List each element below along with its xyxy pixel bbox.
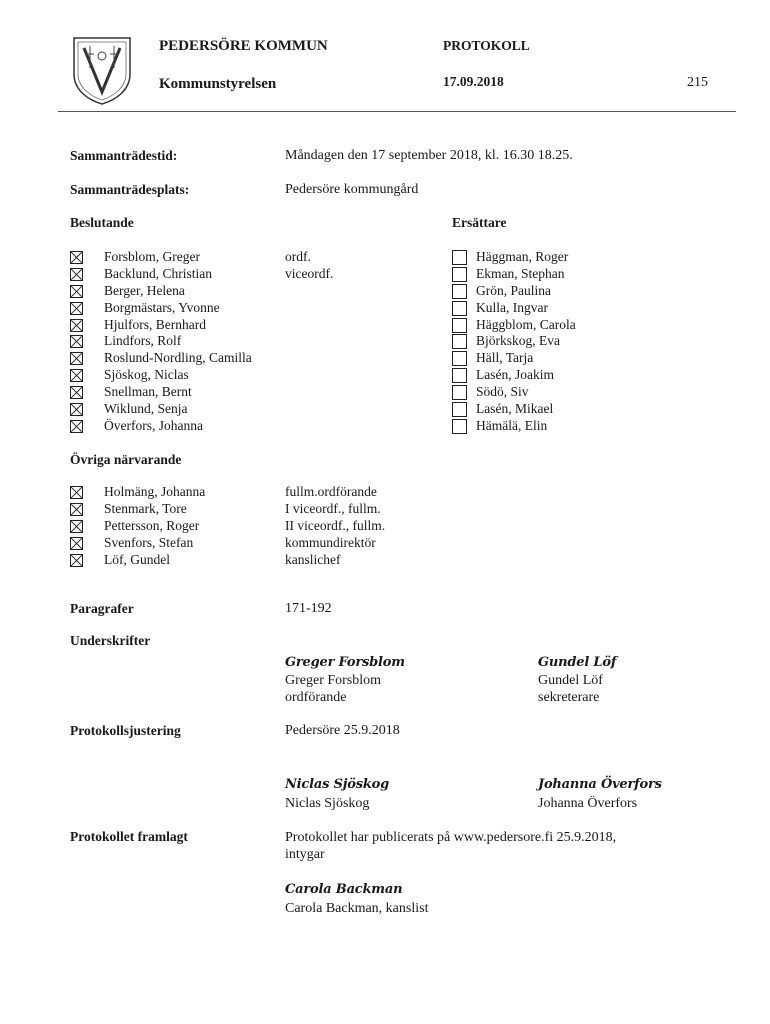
header-divider <box>58 111 736 112</box>
member-name: Lasén, Mikael <box>476 401 554 417</box>
framlagt-text-line2: intygar <box>285 847 325 862</box>
checkbox-checked <box>70 403 83 416</box>
meeting-time-value: Måndagen den 17 september 2018, kl. 16.30 18.25. <box>285 148 573 163</box>
checkbox-checked <box>70 520 83 533</box>
list-item <box>452 384 576 401</box>
member-name: Holmäng, Johanna <box>104 484 206 499</box>
checkbox-checked <box>70 503 83 516</box>
ersattare-list <box>452 249 576 435</box>
list-item <box>452 401 576 418</box>
member-name: Björkskog, Eva <box>476 333 560 349</box>
secretary-name: Gundel Löf <box>538 673 603 688</box>
list-item <box>452 317 576 334</box>
list-item <box>70 418 252 435</box>
list-item <box>452 249 576 266</box>
list-item <box>70 501 205 518</box>
list-item <box>70 350 252 367</box>
ovriga-list <box>70 484 205 568</box>
document-type: PROTOKOLL <box>443 38 530 53</box>
checkbox-empty <box>452 385 467 400</box>
clerk-name: Carola Backman, kanslist <box>285 901 429 916</box>
list-item <box>452 418 576 435</box>
checkbox-empty <box>452 402 467 417</box>
list-item <box>452 350 576 367</box>
list-item <box>452 333 576 350</box>
member-role: II viceordf., fullm. <box>285 517 386 533</box>
list-item <box>70 249 252 266</box>
member-name: Borgmästars, Yvonne <box>104 299 220 315</box>
checkbox-empty <box>452 318 467 333</box>
member-name: Snellman, Bernt <box>104 384 192 400</box>
adjuster1-signature: Niclas Sjöskog <box>285 777 389 792</box>
beslutande-heading: Beslutande <box>70 215 134 230</box>
member-name: Wiklund, Senja <box>104 401 188 417</box>
member-name: Häggman, Roger <box>476 249 569 264</box>
checkbox-empty <box>452 250 467 265</box>
meeting-place-label: Sammanträdesplats: <box>70 182 190 197</box>
checkbox-checked <box>70 335 83 348</box>
checkbox-empty <box>452 368 467 383</box>
list-item <box>70 317 252 334</box>
checkbox-checked <box>70 268 83 281</box>
member-name: Hjulfors, Bernhard <box>104 316 206 332</box>
framlagt-label: Protokollet framlagt <box>70 829 188 844</box>
member-role: kanslichef <box>285 551 341 567</box>
member-role: ordf. <box>285 249 311 264</box>
member-name: Pettersson, Roger <box>104 517 200 533</box>
member-name: Hämälä, Elin <box>476 417 548 433</box>
member-name: Lindfors, Rolf <box>104 333 182 349</box>
member-name: Forsblom, Greger <box>104 249 200 264</box>
member-name: Södö, Siv <box>476 384 529 400</box>
member-name: Överfors, Johanna <box>104 417 203 433</box>
member-name: Grön, Paulina <box>476 282 551 298</box>
checkbox-checked <box>70 486 83 499</box>
ovriga-heading: Övriga närvarande <box>70 452 182 467</box>
member-role: I viceordf., fullm. <box>285 500 381 516</box>
clerk-signature: Carola Backman <box>285 882 403 897</box>
chair-name: Greger Forsblom <box>285 673 382 688</box>
organization-name: PEDERSÖRE KOMMUN <box>159 38 328 54</box>
checkbox-checked <box>70 386 83 399</box>
body-name: Kommunstyrelsen <box>159 76 277 92</box>
municipal-crest-logo <box>70 34 134 106</box>
member-name: Kulla, Ingvar <box>476 299 548 315</box>
checkbox-checked <box>70 369 83 382</box>
list-item <box>70 367 252 384</box>
member-name: Berger, Helena <box>104 282 185 298</box>
paragrafer-value: 171-192 <box>285 601 332 616</box>
member-role: viceordf. <box>285 265 334 281</box>
checkbox-empty <box>452 267 467 282</box>
checkbox-empty <box>452 284 467 299</box>
chair-signature: Greger Forsblom <box>285 655 405 670</box>
list-item <box>70 518 205 535</box>
secretary-role: sekreterare <box>538 690 600 705</box>
meeting-place-value: Pedersöre kommungård <box>285 182 419 197</box>
member-role: kommundirektör <box>285 534 376 550</box>
checkbox-checked <box>70 554 83 567</box>
member-name: Häggblom, Carola <box>476 316 576 332</box>
checkbox-checked <box>70 319 83 332</box>
list-item <box>452 367 576 384</box>
list-item <box>70 266 252 283</box>
list-item <box>70 333 252 350</box>
ovriga-roles <box>285 484 385 568</box>
adjuster2-signature: Johanna Överfors <box>538 777 662 792</box>
beslutande-list <box>70 249 252 435</box>
member-name: Lasén, Joakim <box>476 367 554 383</box>
checkbox-checked <box>70 420 83 433</box>
justering-value: Pedersöre 25.9.2018 <box>285 723 400 738</box>
ersattare-heading: Ersättare <box>452 215 507 230</box>
checkbox-checked <box>70 285 83 298</box>
member-role: fullm.ordförande <box>285 484 377 499</box>
secretary-signature: Gundel Löf <box>538 655 617 670</box>
document-date: 17.09.2018 <box>443 74 504 89</box>
justering-label: Protokollsjustering <box>70 723 181 738</box>
checkbox-checked <box>70 251 83 264</box>
checkbox-empty <box>452 351 467 366</box>
list-item <box>70 484 205 501</box>
list-item <box>452 283 576 300</box>
list-item <box>70 552 205 569</box>
list-item <box>70 300 252 317</box>
member-name: Backlund, Christian <box>104 265 212 281</box>
member-name: Stenmark, Tore <box>104 500 187 516</box>
list-item <box>70 535 205 552</box>
list-item <box>70 384 252 401</box>
adjuster2-name: Johanna Överfors <box>538 796 638 811</box>
member-name: Ekman, Stephan <box>476 265 565 281</box>
member-name: Sjöskog, Niclas <box>104 367 189 383</box>
checkbox-checked <box>70 537 83 550</box>
checkbox-empty <box>452 334 467 349</box>
member-name: Häll, Tarja <box>476 350 534 366</box>
underskrifter-label: Underskrifter <box>70 633 151 648</box>
beslutande-roles <box>285 249 333 283</box>
meeting-time-label: Sammanträdestid: <box>70 148 178 163</box>
checkbox-checked <box>70 352 83 365</box>
page-number: 215 <box>687 75 708 90</box>
adjuster1-name: Niclas Sjöskog <box>285 796 370 811</box>
checkbox-empty <box>452 301 467 316</box>
list-item <box>452 266 576 283</box>
checkbox-empty <box>452 419 467 434</box>
framlagt-text-line1: Protokollet har publicerats på www.pedersore.fi 25.9.2018, <box>285 830 617 845</box>
member-name: Roslund-Nordling, Camilla <box>104 350 252 366</box>
list-item <box>70 401 252 418</box>
paragrafer-label: Paragrafer <box>70 601 134 616</box>
checkbox-checked <box>70 302 83 315</box>
member-name: Löf, Gundel <box>104 551 170 567</box>
chair-role: ordförande <box>285 690 347 705</box>
list-item <box>452 300 576 317</box>
member-name: Svenfors, Stefan <box>104 534 194 550</box>
list-item <box>70 283 252 300</box>
